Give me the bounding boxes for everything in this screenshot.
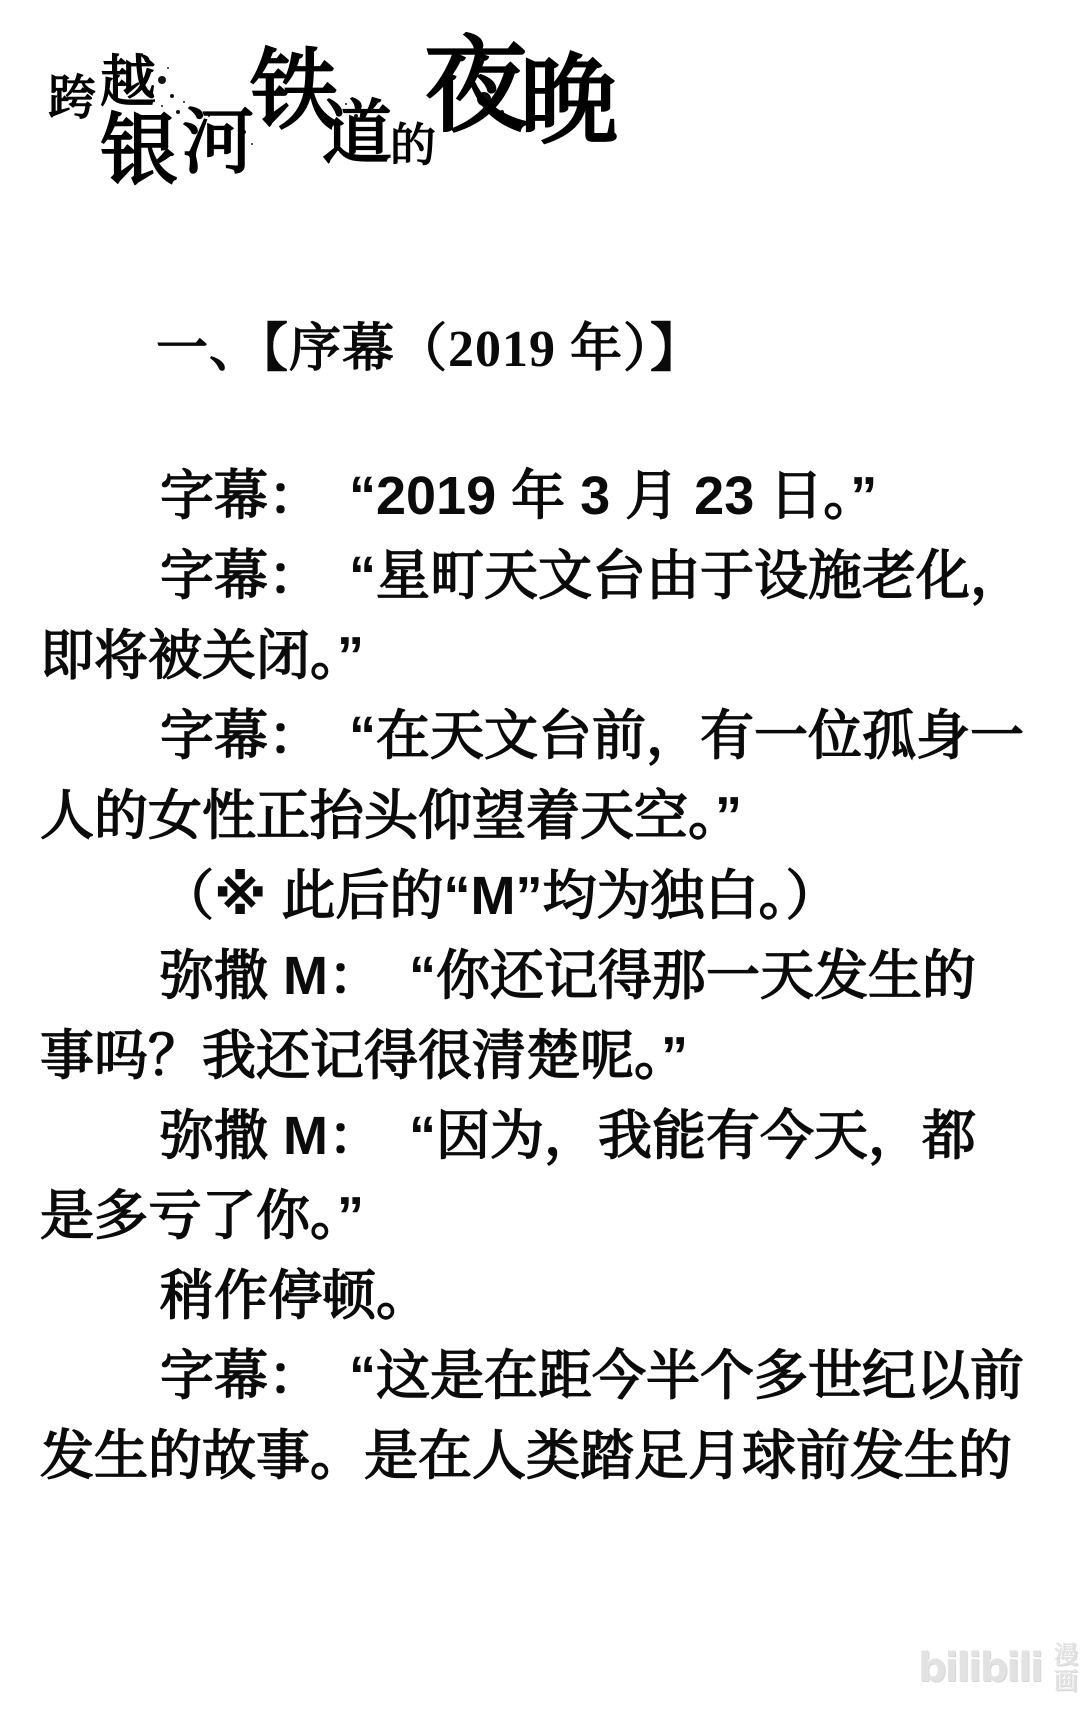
script-line: 字幕： “这是在距今半个多世纪以前: [160, 1346, 1024, 1406]
bilibili-logo: bilibili: [918, 1645, 1042, 1691]
script-line: 字幕： “星町天文台由于设施老化，: [160, 546, 1024, 606]
ink-splatter-decoration: [158, 76, 166, 84]
chapter-heading: 一、【序幕（2019 年）】: [156, 321, 704, 378]
title-logo-char: 的: [390, 118, 436, 172]
script-line: 弥撒 M： “你还记得那一天发生的: [160, 946, 976, 1006]
script-line: 事吗？我还记得很清楚呢。”: [40, 1026, 688, 1086]
title-logo: [0, 0, 700, 220]
title-logo-char: 越: [100, 49, 156, 115]
script-line: 稍作停顿。: [160, 1266, 430, 1326]
script-line: 发生的故事。是在人类踏足月球前发生的: [40, 1426, 1012, 1486]
script-line: 即将被关闭。”: [40, 626, 364, 686]
script-line: 是多亏了你。”: [40, 1186, 364, 1246]
title-logo-char: 夜: [424, 24, 529, 147]
script-line: 字幕： “2019 年 3 月 23 日。”: [160, 466, 878, 526]
title-logo-char: 道: [322, 91, 392, 174]
title-logo-char: 河: [182, 99, 255, 184]
title-logo-char: 银: [100, 105, 179, 196]
script-line: 人的女性正抬头仰望着天空。”: [40, 786, 742, 846]
script-line: （※ 此后的“M”均为独白。）: [160, 866, 840, 926]
title-logo-char: 跨: [48, 70, 97, 126]
script-body: [0, 456, 1088, 1496]
bilibili-manga-watermark: [918, 1642, 1076, 1694]
script-line: 字幕： “在天文台前，有一位孤身一: [160, 706, 1024, 766]
script-line: 弥撒 M： “因为，我能有今天，都: [160, 1106, 976, 1166]
title-logo-char: 晚: [520, 43, 619, 158]
manga-label: 漫画: [1049, 1642, 1077, 1694]
title-logo-char: 铁: [250, 38, 339, 142]
